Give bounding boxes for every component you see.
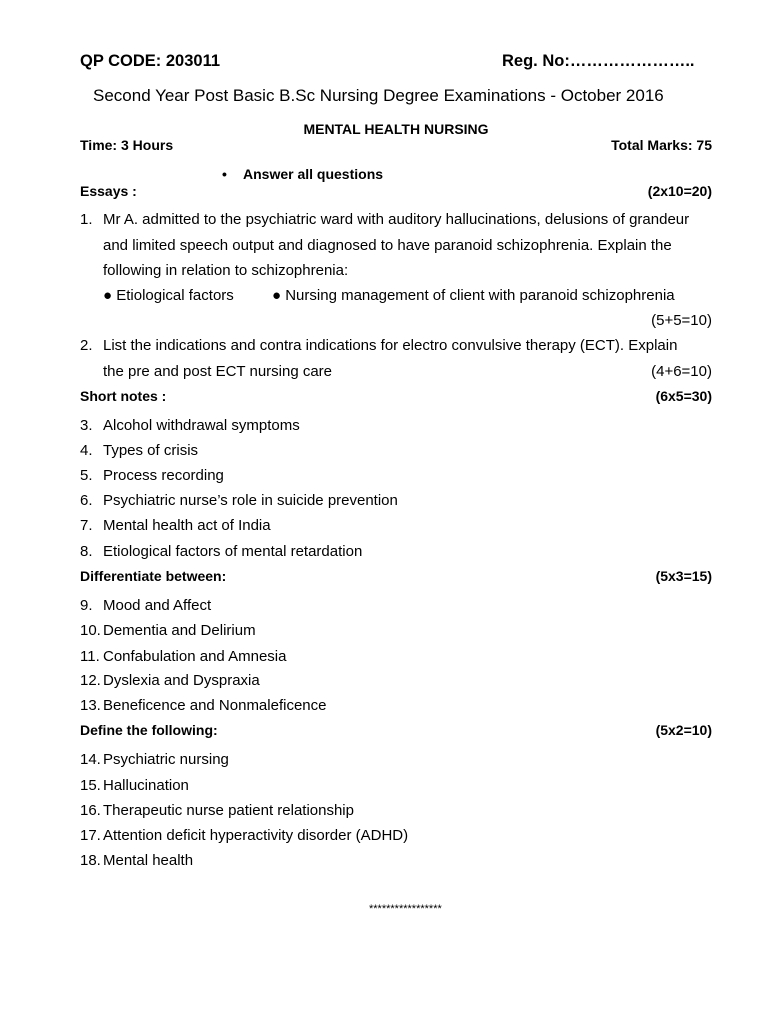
list-item-number: 13. bbox=[80, 697, 101, 714]
question-number: 2. bbox=[80, 337, 93, 354]
question-text: following in relation to schizophrenia: bbox=[103, 262, 349, 279]
time-label: Time: 3 Hours bbox=[80, 137, 174, 153]
question-text: List the indications and contra indications for electro convulsive therapy (ECT). Explain bbox=[103, 337, 678, 354]
list-item-number: 17. bbox=[80, 827, 101, 844]
list-item: Dementia and Delirium bbox=[103, 622, 256, 639]
list-item: Dyslexia and Dyspraxia bbox=[103, 672, 260, 689]
list-item: Beneficence and Nonmaleficence bbox=[103, 697, 327, 714]
list-item-number: 18. bbox=[80, 852, 101, 869]
short-notes-heading: Short notes : bbox=[80, 388, 167, 404]
sub-question-bullet: ● Etiological factors bbox=[103, 287, 234, 304]
list-item-number: 16. bbox=[80, 802, 101, 819]
sub-question-bullet: ● Nursing management of client with paranoid schizophrenia bbox=[272, 287, 675, 304]
end-marker: ***************** bbox=[369, 903, 442, 915]
list-item: Types of crisis bbox=[103, 442, 199, 459]
list-item: Etiological factors of mental retardation bbox=[103, 543, 363, 560]
list-item-number: 10. bbox=[80, 622, 101, 639]
list-item: Psychiatric nursing bbox=[103, 751, 229, 768]
essays-heading: Essays : bbox=[80, 183, 137, 199]
subject-title: MENTAL HEALTH NURSING bbox=[303, 121, 489, 137]
list-item-number: 4. bbox=[80, 442, 93, 459]
list-item: Hallucination bbox=[103, 777, 189, 794]
reg-no: Reg. No:………………….. bbox=[502, 52, 695, 70]
list-item-number: 9. bbox=[80, 597, 93, 614]
qp-code: QP CODE: 203011 bbox=[80, 52, 221, 70]
question-text: the pre and post ECT nursing care bbox=[103, 363, 333, 380]
instruction-bullet: • bbox=[222, 166, 227, 182]
question-text: Mr A. admitted to the psychiatric ward with auditory hallucinations, delusions of grandeur bbox=[103, 211, 690, 228]
short-notes-marks: (6x5=30) bbox=[655, 388, 712, 404]
list-item-number: 12. bbox=[80, 672, 101, 689]
essays-marks: (2x10=20) bbox=[647, 183, 712, 199]
list-item-number: 7. bbox=[80, 517, 93, 534]
question-marks: (4+6=10) bbox=[651, 363, 712, 380]
list-item: Attention deficit hyperactivity disorder (ADHD) bbox=[103, 827, 409, 844]
question-number: 1. bbox=[80, 211, 93, 228]
list-item: Confabulation and Amnesia bbox=[103, 648, 287, 665]
differentiate-heading: Differentiate between: bbox=[80, 568, 227, 584]
list-item: Mental health bbox=[103, 852, 194, 869]
total-marks: Total Marks: 75 bbox=[611, 137, 712, 153]
instruction: Answer all questions bbox=[243, 166, 384, 182]
list-item-number: 6. bbox=[80, 492, 93, 509]
list-item-number: 8. bbox=[80, 543, 93, 560]
question-text: and limited speech output and diagnosed to have paranoid schizophrenia. Explain the bbox=[103, 237, 672, 254]
list-item: Psychiatric nurse’s role in suicide prevention bbox=[103, 492, 398, 509]
list-item-number: 3. bbox=[80, 417, 93, 434]
list-item-number: 5. bbox=[80, 467, 93, 484]
list-item-number: 14. bbox=[80, 751, 101, 768]
list-item-number: 11. bbox=[80, 648, 100, 665]
list-item: Alcohol withdrawal symptoms bbox=[103, 417, 300, 434]
differentiate-marks: (5x3=15) bbox=[655, 568, 712, 584]
define-marks: (5x2=10) bbox=[655, 722, 712, 738]
list-item: Process recording bbox=[103, 467, 224, 484]
define-heading: Define the following: bbox=[80, 722, 218, 738]
list-item: Mood and Affect bbox=[103, 597, 212, 614]
list-item-number: 15. bbox=[80, 777, 101, 794]
list-item: Therapeutic nurse patient relationship bbox=[103, 802, 354, 819]
question-marks: (5+5=10) bbox=[651, 312, 712, 329]
exam-title: Second Year Post Basic B.Sc Nursing Degree Examinations - October 2016 bbox=[93, 86, 664, 105]
list-item: Mental health act of India bbox=[103, 517, 271, 534]
